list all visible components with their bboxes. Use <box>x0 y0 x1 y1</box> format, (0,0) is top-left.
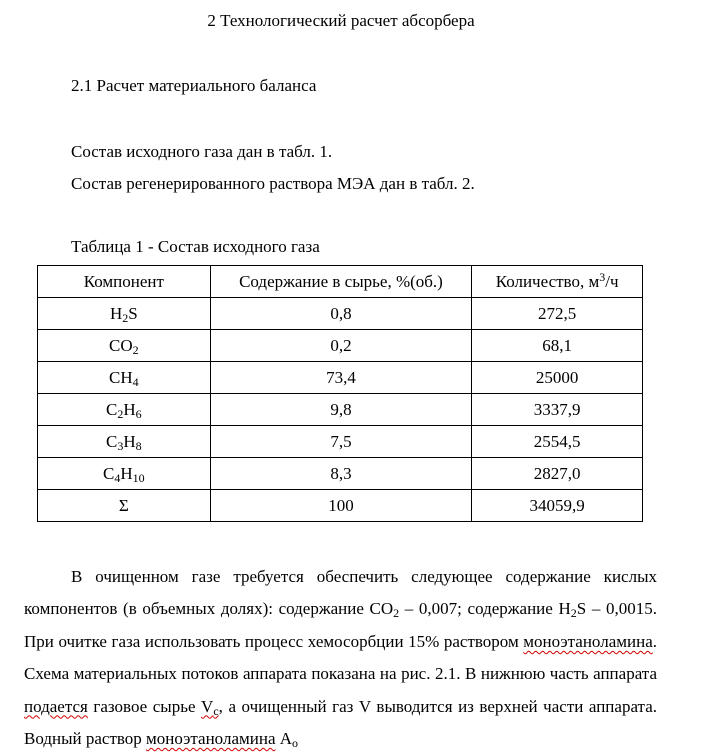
paragraph-table1-ref: Состав исходного газа дан в табл. 1. <box>71 142 333 161</box>
cell-component: Σ <box>38 490 211 522</box>
table-row <box>38 330 643 362</box>
header-content: Содержание в сырье, %(об.) <box>210 266 472 298</box>
cell-content: 0,2 <box>210 330 472 362</box>
cell-content: 100 <box>210 490 472 522</box>
cell-component: $C_2H_6$ <box>38 394 211 426</box>
cell-quantity: 3337,9 <box>472 394 643 426</box>
table-row <box>38 458 643 490</box>
composition-table <box>37 265 643 522</box>
cell-quantity: 2827,0 <box>472 458 643 490</box>
table-row <box>38 490 643 522</box>
body-paragraph: В очищенном газе требуется обеспечить следующее содержание кислых компонентов (в объемных долях): содержание $CO_2 - 0,007$; содержание $H_2S - 0,0015$. При очитке газа использовать процесс хемосорбции 15% раствором моноэтаноламина. Схема материальных потоков аппарата показана на рис. 2.1. В нижнюю часть аппарата подается газовое сырье $V_с$, а очищенный газ V выводится из верхней части аппарата. Водный раствор моноэтаноламина $A_o$ <box>24 567 657 751</box>
table-row <box>38 362 643 394</box>
paragraph-table2-ref: Состав регенерированного раствора МЭА дан в табл. 2. <box>71 174 475 193</box>
header-quantity: Количество, $м^3/ч$ <box>472 266 643 298</box>
table-row <box>38 426 643 458</box>
cell-content: 7,5 <box>210 426 472 458</box>
cell-quantity: 68,1 <box>472 330 643 362</box>
page-title: 2 Технологический расчет абсорбера <box>207 11 475 30</box>
cell-quantity: 34059,9 <box>472 490 643 522</box>
spellcheck-word: моноэтаноламина <box>146 729 276 749</box>
cell-component: $CH_4$ <box>38 362 211 394</box>
cell-quantity: 25000 <box>472 362 643 394</box>
table-row <box>38 394 643 426</box>
header-component: Компонент <box>38 266 211 298</box>
cell-component: $C_4H_{10}$ <box>38 458 211 490</box>
table-row <box>38 298 643 330</box>
cell-content: 73,4 <box>210 362 472 394</box>
cell-content: 9,8 <box>210 394 472 426</box>
spellcheck-word: $V_с$ <box>201 696 219 718</box>
table-header-row <box>38 266 643 298</box>
cell-component: $CO_2$ <box>38 330 211 362</box>
section-heading: 2.1 Расчет материального баланса <box>71 76 317 95</box>
cell-quantity: 272,5 <box>472 298 643 330</box>
cell-content: 8,3 <box>210 458 472 490</box>
cell-quantity: 2554,5 <box>472 426 643 458</box>
cell-component: $C_3H_8$ <box>38 426 211 458</box>
spellcheck-word: моноэтаноламина <box>523 631 653 651</box>
table-caption: Таблица 1 - Состав исходного газа <box>71 237 320 256</box>
spellcheck-word: подается <box>24 696 88 716</box>
cell-component: $H_2S$ <box>38 298 211 330</box>
cell-content: 0,8 <box>210 298 472 330</box>
